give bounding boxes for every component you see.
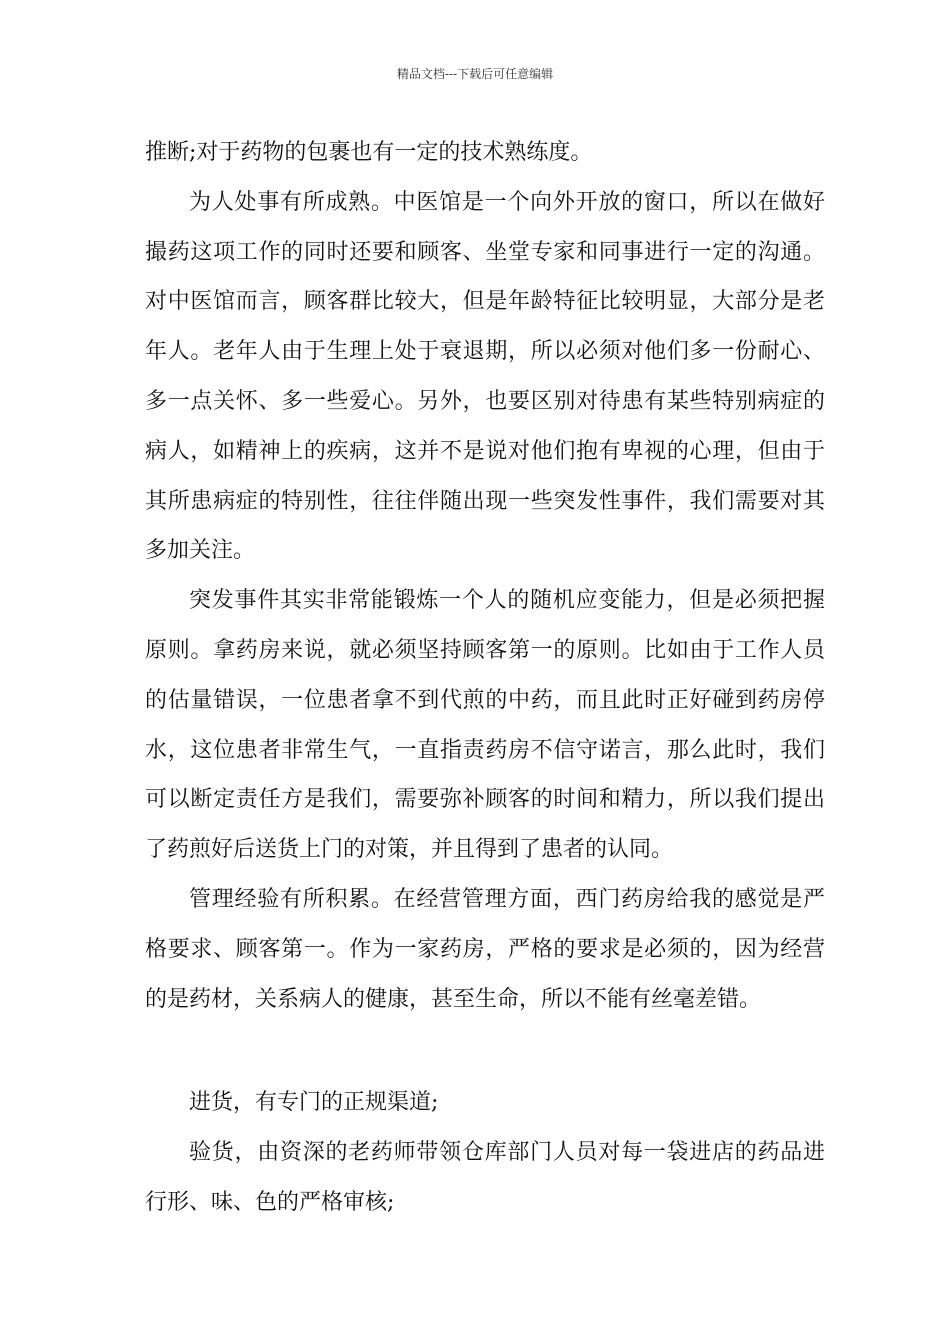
paragraph-inspection: 验货，由资深的老药师带领仓库部门人员对每一袋进店的药品进行形、味、色的严格审核; — [145, 1140, 825, 1215]
document-body — [145, 128, 825, 1228]
page-header: 精品文档---下载后可任意编辑 — [396, 67, 554, 81]
paragraph-management: 管理经验有所积累。在经营管理方面，西门药房给我的感觉是严格要求、顾客第一。作为一家药房，严格的要求是必须的，因为经营的是药材，关系病人的健康，甚至生命，所以不能有丝毫差错。 — [145, 886, 825, 1012]
paragraph-gap — [145, 1024, 825, 1078]
paragraph-emergency: 突发事件其实非常能锻炼一个人的随机应变能力，但是必须把握原则。拿药房来说，就必须坚持顾客第一的原则。比如由于工作人员的估量错误，一位患者拿不到代煎的中药，而且此时正好碰到药房停水，这位患者非常生气，一直指责药房不信守诺言，那么此时，我们可以断定责任方是我们，需要弥补顾客的时间和精力，所以我们提出了药煎好后送货上门的对策，并且得到了患者的认同。 — [145, 588, 825, 863]
paragraph-purchasing: 进货，有专门的正规渠道; — [189, 1090, 439, 1116]
paragraph-conduct: 为人处事有所成熟。中医馆是一个向外开放的窗口，所以在做好撮药这项工作的同时还要和顾客、坐堂专家和同事进行一定的沟通。对中医馆而言，顾客群比较大，但是年龄特征比较明显，大部分是老年人。老年人由于生理上处于衰退期，所以必须对他们多一份耐心、多一点关怀、多一些爱心。另外，也要区别对待患有某些特别病症的病人，如精神上的疾病，这并不是说对他们抱有卑视的心理，但由于其所患病症的特别性，往往伴随出现一些突发性事件，我们需要对其多加关注。 — [145, 189, 825, 564]
paragraph-continuation: 推断;对于药物的包裹也有一定的技术熟练度。 — [145, 140, 593, 165]
